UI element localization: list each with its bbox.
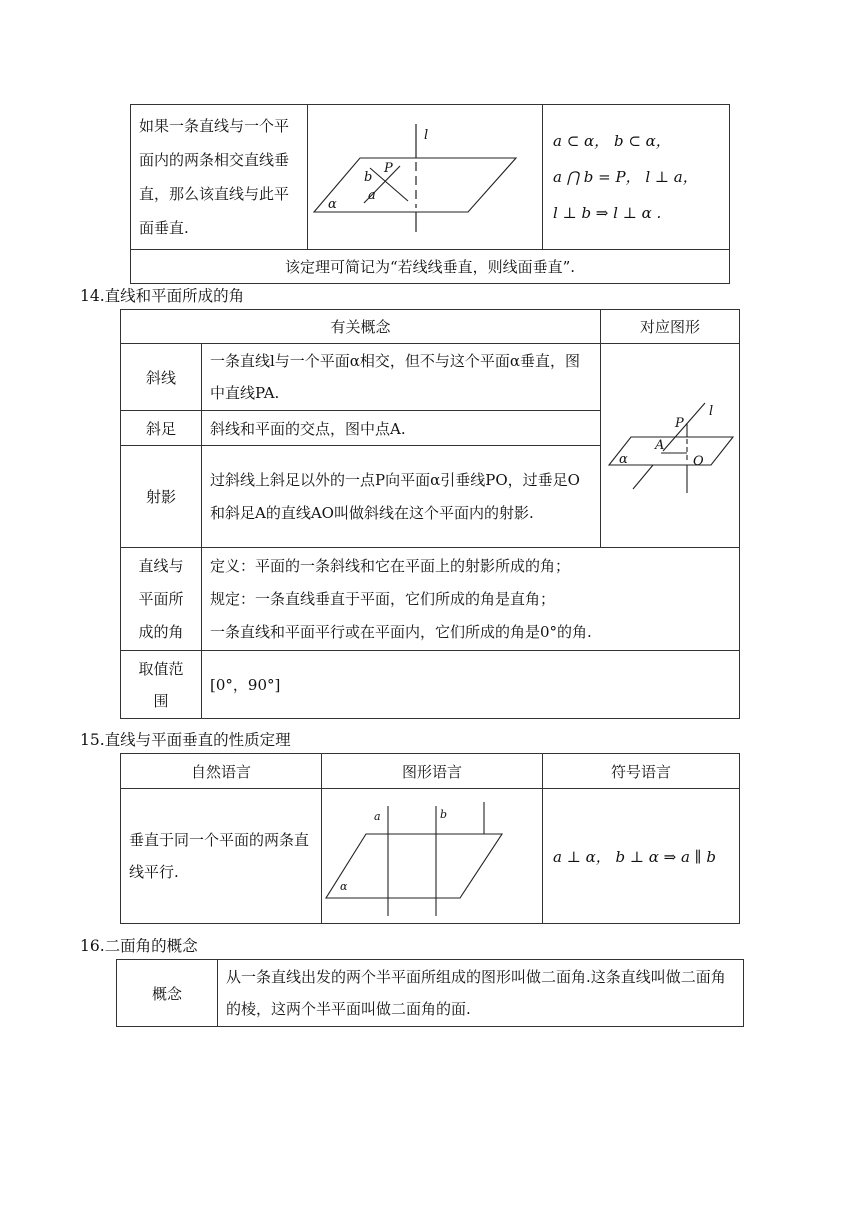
section-14-title: 14.直线和平面所成的角	[80, 287, 245, 305]
label-l: l	[709, 403, 714, 419]
property-natural-text: 垂直于同一个平面的两条直线平行.	[129, 831, 310, 881]
theorem-symbol-cell	[543, 105, 730, 250]
dihedral-term: 概念	[117, 960, 218, 1027]
angle-figure-cell	[601, 344, 740, 548]
section-16-title: 16.二面角的概念	[80, 937, 198, 955]
label-alpha: α	[619, 451, 628, 467]
section-15-title: 15.直线与平面垂直的性质定理	[80, 731, 291, 749]
property-figure	[322, 790, 542, 923]
term-oblique-line: 斜线	[121, 344, 202, 411]
symbol-line-2: a ⋂ b = P， l ⊥ a，	[553, 168, 698, 186]
label-l: l	[424, 128, 429, 143]
header-symbol-language: 符号语言	[543, 754, 740, 789]
theorem-note: 该定理可简记为“若线线垂直，则线面垂直”.	[131, 250, 730, 284]
property-symbol	[543, 789, 740, 924]
table-theorem-13	[130, 104, 730, 284]
theorem-figure-cell	[308, 105, 543, 250]
angle-figure	[601, 361, 739, 531]
term-range	[121, 651, 202, 719]
label-O: O	[693, 453, 704, 469]
table-perpendicular-property	[120, 753, 740, 924]
header-natural-language: 自然语言	[121, 754, 322, 789]
angle-rule: 规定：一条直线垂直于平面，它们所成的角是直角；	[210, 589, 556, 608]
desc-oblique-foot-text: 斜线和平面的交点，图中点A.	[210, 419, 406, 438]
label-P: P	[675, 415, 684, 431]
theorem-natural-cell	[131, 105, 308, 250]
term-line-plane-angle-text: 直线与平面所成的角	[138, 556, 184, 641]
property-figure-cell	[322, 789, 543, 924]
header-concept: 有关概念	[121, 310, 601, 344]
theorem-natural-text: 如果一条直线与一个平面内的两条相交直线垂直，那么该直线与此平面垂直.	[139, 117, 290, 237]
term-range-text: 取值范围	[138, 659, 184, 710]
label-b: b	[440, 807, 448, 821]
range-value	[202, 651, 740, 719]
header-figure-language: 图形语言	[322, 754, 543, 789]
symbol-line-3: l ⊥ b ⇒ l ⊥ α .	[553, 204, 662, 222]
label-alpha: α	[340, 879, 348, 893]
term-projection: 射影	[121, 446, 202, 548]
label-P: P	[384, 161, 393, 176]
label-a: a	[374, 809, 381, 823]
dihedral-desc-text: 从一条直线出发的两个半平面所组成的图形叫做二面角.这条直线叫做二面角的棱，这两个半平面叫做二面角的面.	[226, 968, 726, 1018]
range-value-text: [0°，90°]	[210, 676, 281, 694]
label-a: a	[368, 188, 376, 203]
oblique-line-below	[633, 465, 653, 489]
property-natural	[121, 789, 322, 924]
angle-definition: 定义：平面的一条斜线和它在平面上的射影所成的角；	[210, 556, 571, 575]
plane-alpha	[314, 158, 516, 212]
label-A: A	[655, 437, 665, 453]
table-line-plane-angle	[120, 309, 740, 719]
desc-projection	[202, 446, 601, 548]
plane-alpha	[326, 834, 502, 898]
label-b: b	[364, 170, 373, 185]
label-alpha: α	[328, 197, 337, 212]
property-symbol-text: a ⊥ α， b ⊥ α ⇒ a ∥ b	[553, 847, 716, 866]
oblique-line-l	[663, 403, 705, 451]
desc-projection-text: 过斜线上斜足以外的一点P向平面α引垂线PO，过垂足O和斜足A的直线AO叫做斜线在这个平面内的射影.	[210, 470, 580, 522]
desc-oblique-foot	[202, 411, 601, 446]
theorem-figure	[308, 110, 540, 244]
angle-parallel-rule: 一条直线和平面平行或在平面内，它们所成的角是0°的角.	[210, 622, 592, 641]
header-figure: 对应图形	[601, 310, 740, 344]
desc-oblique-line	[202, 344, 601, 411]
dihedral-desc	[218, 960, 744, 1027]
desc-oblique-line-text: 一条直线l与一个平面α相交，但不与这个平面α垂直，图中直线PA.	[210, 352, 581, 402]
term-line-plane-angle	[121, 548, 202, 651]
symbol-line-1: a ⊂ α， b ⊂ α，	[553, 132, 671, 150]
desc-line-plane-angle	[202, 548, 740, 651]
table-dihedral-angle	[116, 959, 744, 1027]
term-oblique-foot: 斜足	[121, 411, 202, 446]
